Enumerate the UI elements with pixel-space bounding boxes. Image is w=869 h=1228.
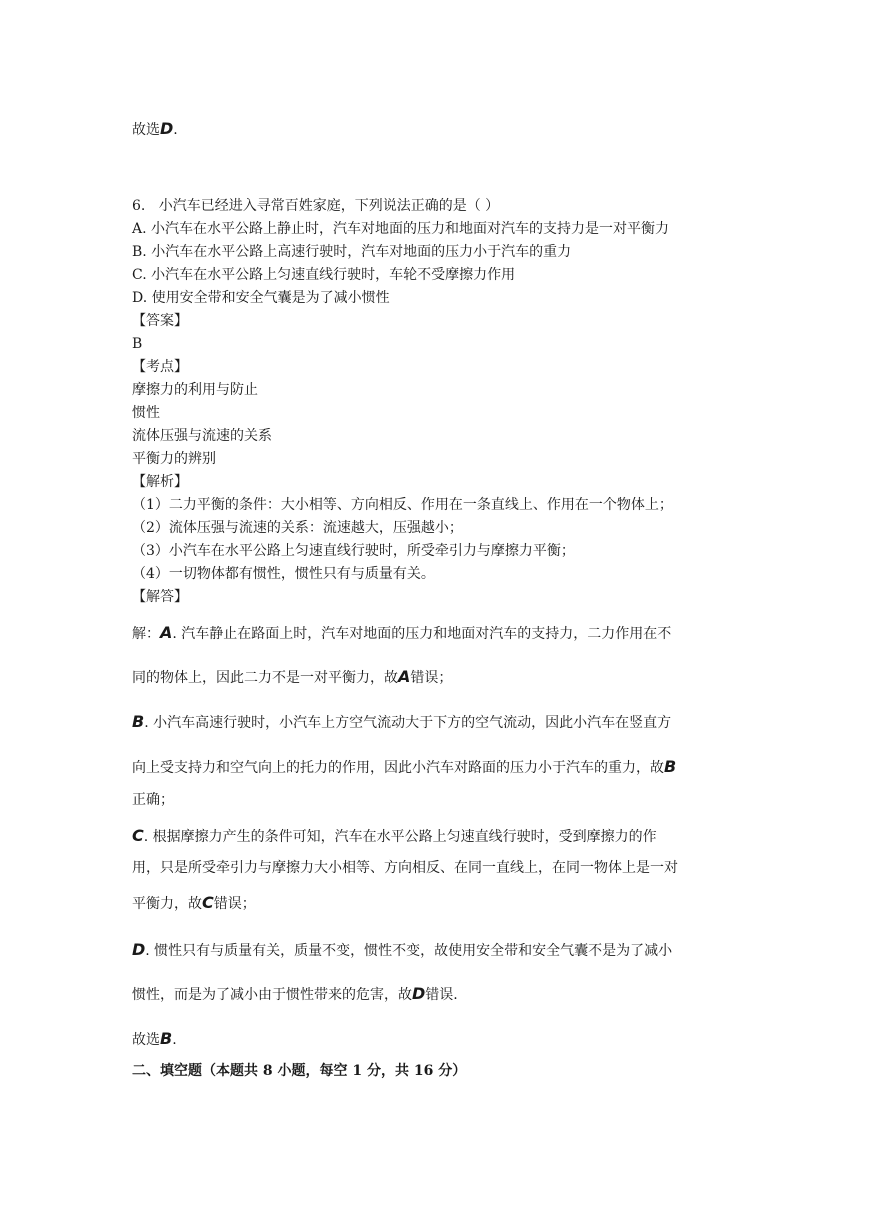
jiexi-item: （2）流体压强与流速的关系：流速越大，压强越小； [132, 520, 463, 536]
solution-c-line-2: 用，只是所受牵引力与摩擦力大小相等、方向相反、在同一直线上，在同一物体上是一对 [132, 860, 678, 876]
option-c: C. 小汽车在水平公路上匀速直线行驶时，车轮不受摩擦力作用 [132, 267, 516, 283]
kaodian-item: 摩擦力的利用与防止 [132, 382, 258, 398]
answer-header: 【答案】 [132, 313, 188, 329]
solution-d-line-1: D. 惯性只有与质量有关，质量不变，惯性不变，故使用安全带和安全气囊不是为了减小 [132, 940, 673, 959]
solution-conclusion: 故选B. [132, 1029, 177, 1048]
option-b: B. 小汽车在水平公路上高速行驶时，汽车对地面的压力小于汽车的重力 [132, 244, 572, 260]
answer-variable: A [398, 667, 411, 686]
jiexi-header: 【解析】 [132, 474, 188, 490]
solution-b-line-2: 向上受支持力和空气向上的托力的作用，因此小汽车对路面的压力小于汽车的重力，故B [132, 757, 677, 776]
section-heading: 二、填空题（本题共 8 小题，每空 1 分，共 16 分） [132, 1063, 467, 1079]
answer-value: B [132, 336, 143, 352]
solution-c-line-1: C. 根据摩擦力产生的条件可知，汽车在水平公路上匀速直线行驶时，受到摩擦力的作 [132, 826, 657, 845]
kaodian-header: 【考点】 [132, 359, 188, 375]
solution-a-line-2: 同的物体上，因此二力不是一对平衡力，故A错误； [132, 667, 453, 686]
jiexi-item: （1）二力平衡的条件：大小相等、方向相反、作用在一条直线上、作用在一个物体上； [132, 497, 673, 513]
previous-conclusion: 故选D. [132, 119, 178, 138]
solution-b-line-1: B. 小汽车高速行驶时，小汽车上方空气流动大于下方的空气流动，因此小汽车在竖直方 [132, 712, 672, 731]
jiexi-item: （3）小汽车在水平公路上匀速直线行驶时，所受牵引力与摩擦力平衡； [132, 543, 575, 559]
solution-d-line-2: 惯性，而是为了减小由于惯性带来的危害，故D错误. [132, 984, 458, 1003]
option-d: D. 使用安全带和安全气囊是为了减小惯性 [132, 290, 390, 306]
jieda-header: 【解答】 [132, 589, 188, 605]
option-a: A. 小汽车在水平公路上静止时，汽车对地面的压力和地面对汽车的支持力是一对平衡力 [132, 221, 670, 237]
solution-a-line-1: 解：A. 汽车静止在路面上时，汽车对地面的压力和地面对汽车的支持力，二力作用在不 [132, 623, 672, 642]
kaodian-item: 流体压强与流速的关系 [132, 428, 272, 444]
question-number: 6. [132, 198, 146, 214]
answer-variable: C [202, 893, 214, 912]
answer-variable: B [664, 757, 677, 776]
answer-variable: C [132, 826, 144, 845]
kaodian-item: 平衡力的辨别 [132, 451, 216, 467]
answer-variable: D [132, 940, 146, 959]
answer-variable: A [160, 623, 173, 642]
answer-variable: B [160, 1029, 173, 1048]
jiexi-item: （4）一切物体都有惯性，惯性只有与质量有关。 [132, 566, 435, 582]
answer-variable: D [412, 984, 426, 1003]
answer-variable: D [160, 119, 174, 138]
solution-c-line-3: 平衡力，故C错误； [132, 893, 256, 912]
kaodian-item: 惯性 [132, 405, 160, 421]
answer-variable: B [132, 712, 145, 731]
solution-b-line-3: 正确； [132, 792, 174, 808]
question-stem: 6. 小汽车已经进入寻常百姓家庭，下列说法正确的是（ ） [132, 198, 500, 214]
